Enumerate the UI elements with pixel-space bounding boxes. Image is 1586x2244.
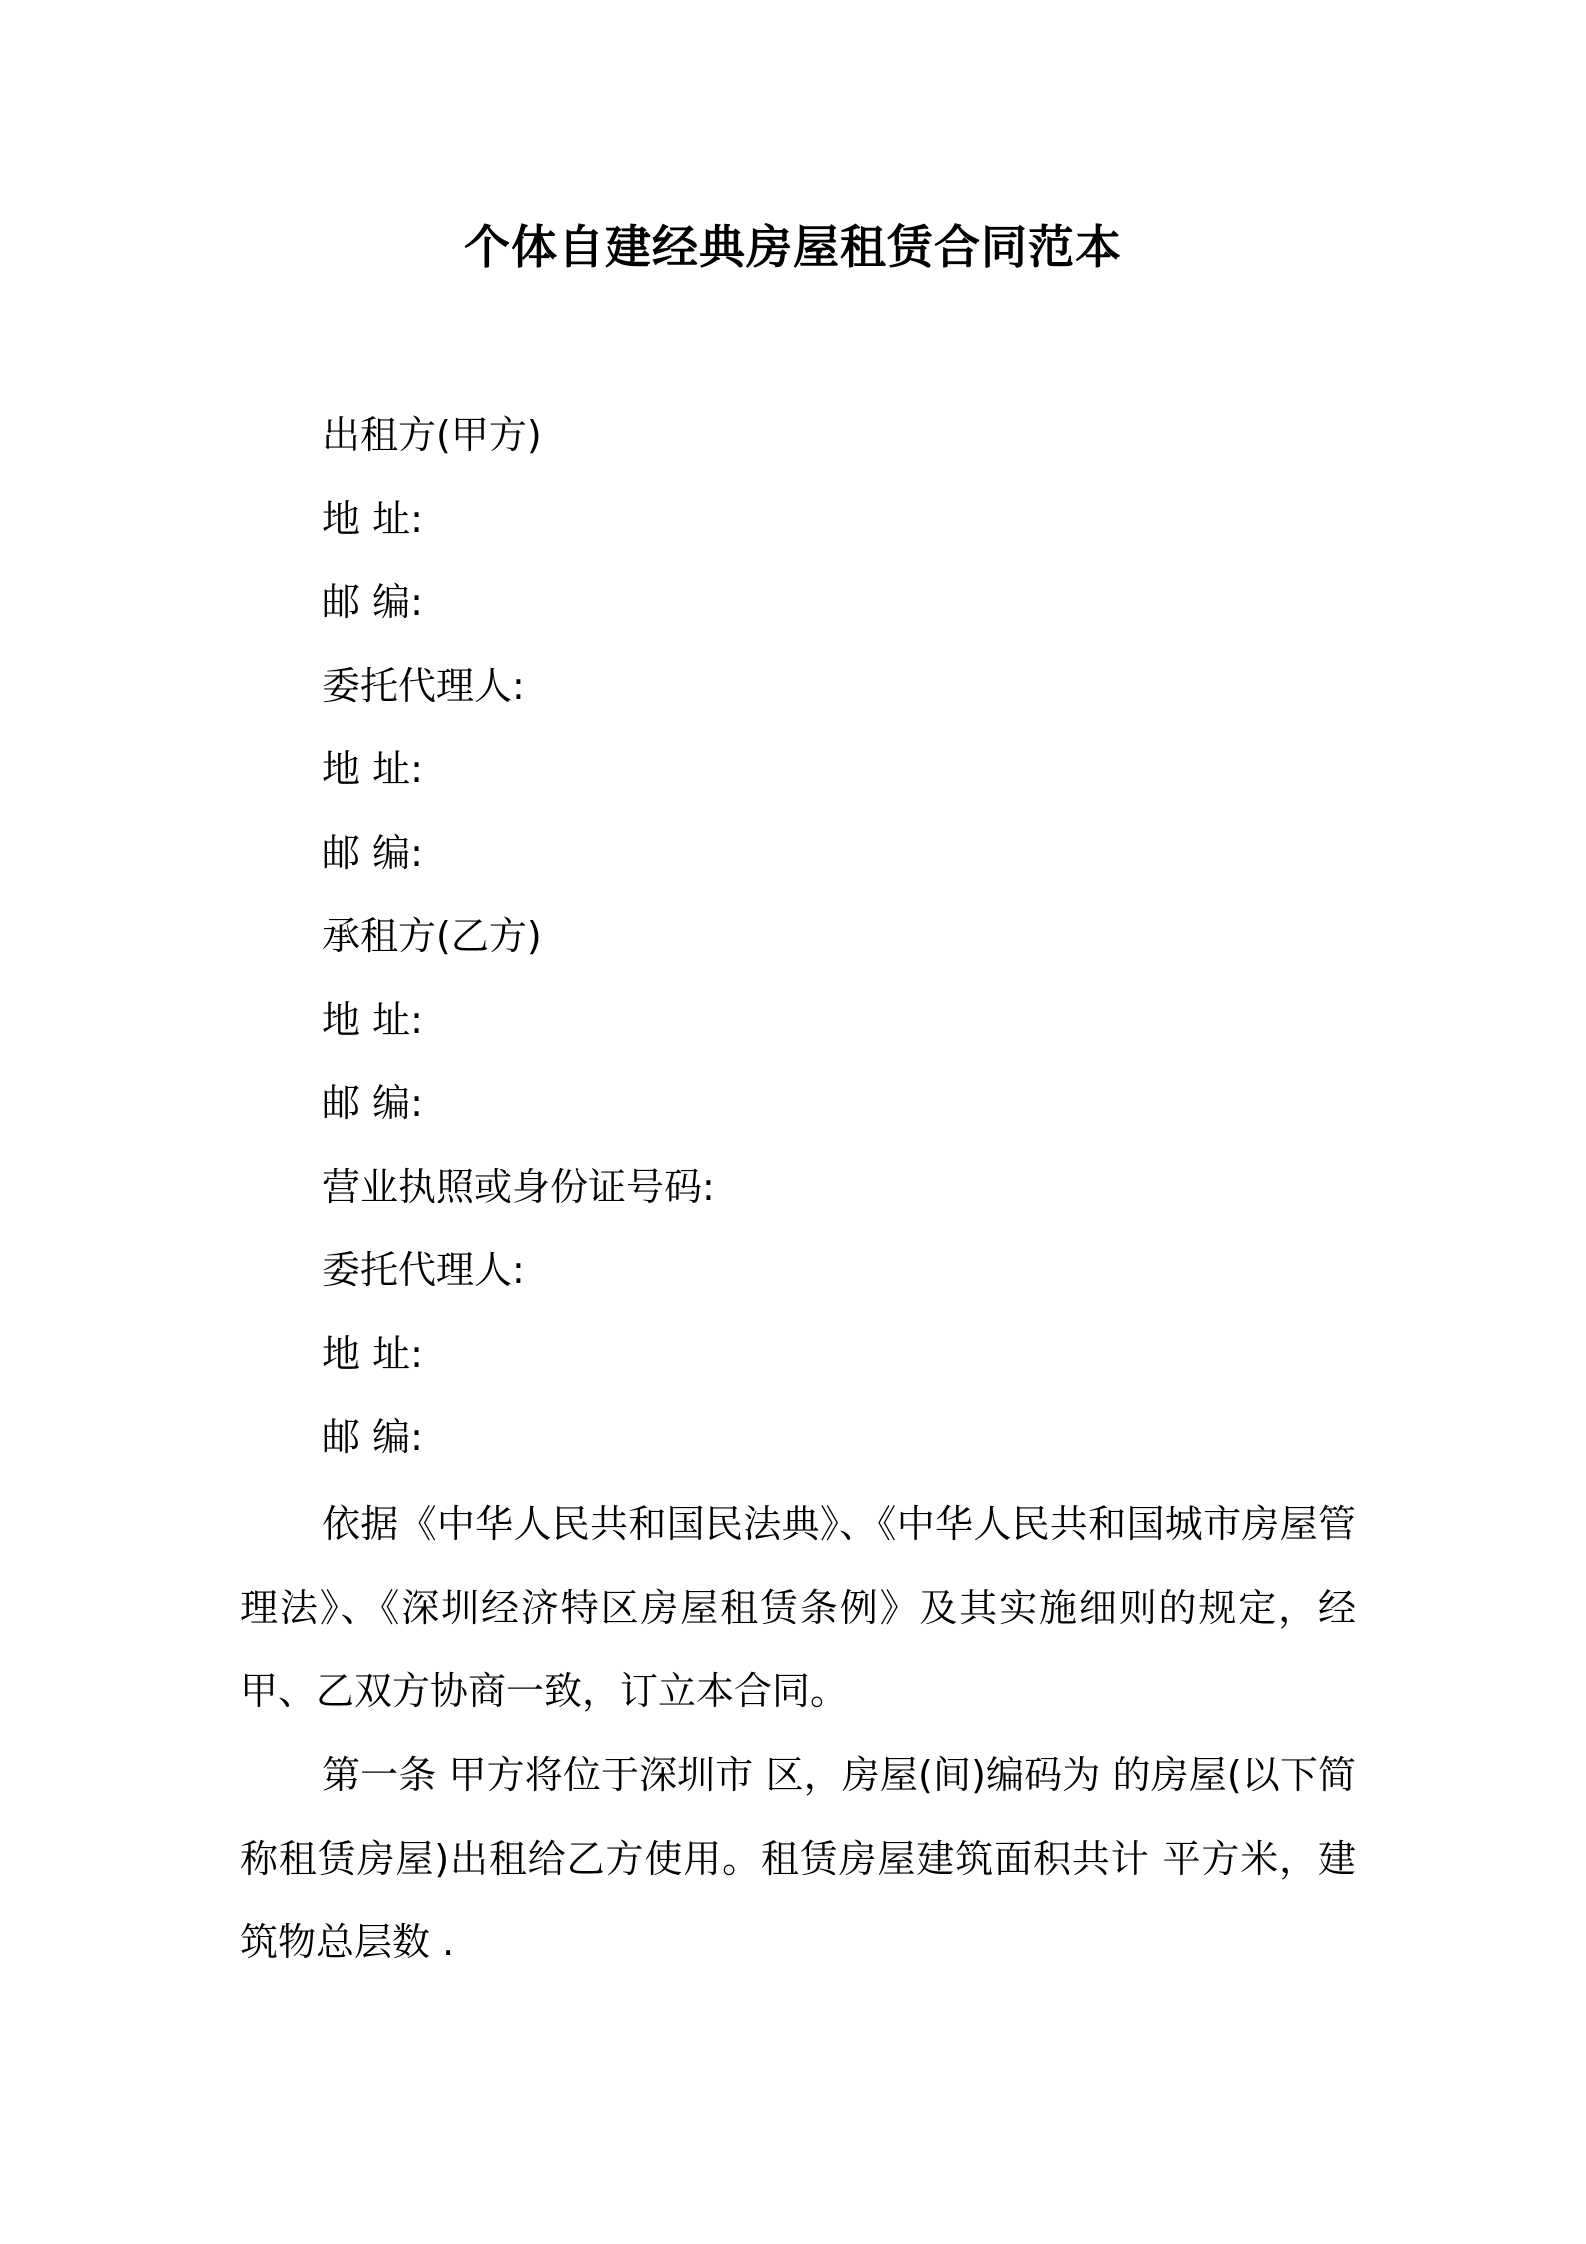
document-title: 个体自建经典房屋租赁合同范本 xyxy=(464,220,1122,274)
lessee-postcode-label: 邮 编: xyxy=(322,1081,423,1125)
lessor-agent-postcode-label: 邮 编: xyxy=(322,830,423,875)
lessee-agent-label: 委托代理人: xyxy=(322,1248,525,1292)
lessor-postcode-label: 邮 编: xyxy=(322,580,423,624)
article-one-paragraph: 第一条 甲方将位于深圳市 区，房屋(间)编码为 的房屋(以下简称租赁房屋)出租给乙方使用。租赁房屋建筑面积共计 平方米，建筑物总层数 . xyxy=(240,1753,1356,1964)
lessee-address-label: 地 址: xyxy=(322,997,423,1042)
lessor-address-label: 地 址: xyxy=(322,496,423,541)
lessee-agent-address-label: 地 址: xyxy=(322,1331,423,1376)
party-info-list xyxy=(322,400,715,1486)
lessor-agent-address-label: 地 址: xyxy=(322,747,423,791)
lessor-agent-label: 委托代理人: xyxy=(322,663,525,708)
lessor-label: 出租方(甲方) xyxy=(322,413,542,457)
lessee-agent-postcode-label: 邮 编: xyxy=(322,1415,423,1459)
lessee-id-label: 营业执照或身份证号码: xyxy=(322,1164,715,1209)
legal-basis-paragraph: 依据《中华人民共和国民法典》、《中华人民共和国城市房屋管理法》、《深圳经济特区房屋租赁条例》及其实施细则的规定，经甲、乙双方协商一致，订立本合同。 xyxy=(240,1502,1356,1713)
lessee-label: 承租方(乙方) xyxy=(322,914,542,958)
